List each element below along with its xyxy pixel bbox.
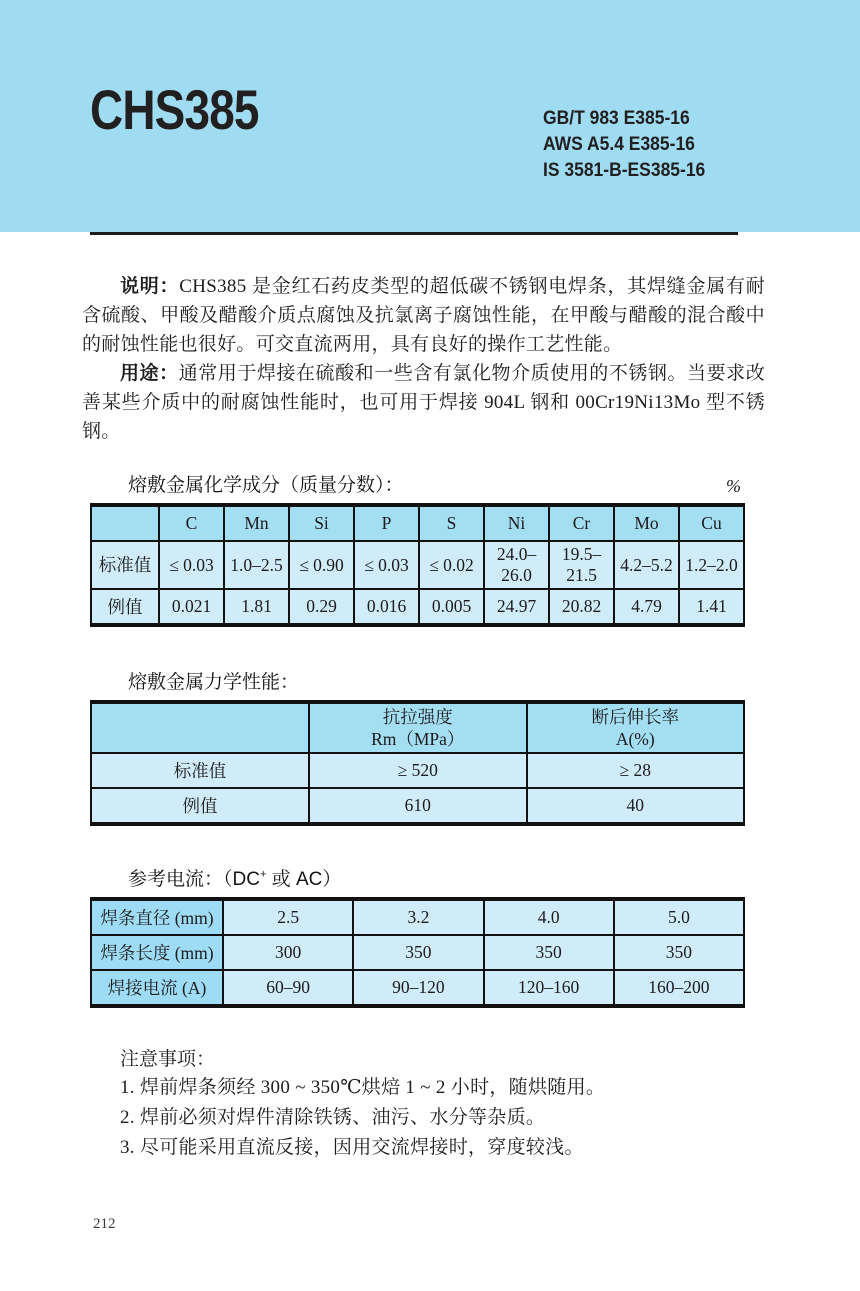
row-label: 例值: [91, 788, 309, 824]
table-row: [91, 970, 744, 1006]
column-header: C: [159, 505, 224, 541]
row-label: 标准值: [91, 753, 309, 788]
mechanical-properties-section: [82, 667, 765, 826]
cell: 0.005: [419, 589, 484, 625]
usage-text: 通常用于焊接在硫酸和一些含有氯化物介质使用的不锈钢。当要求改善某些介质中的耐腐蚀性能时，也可用于焊接 904L 钢和 00Cr19Ni13Mo 型不锈钢。: [82, 363, 765, 442]
header-line: A(%): [615, 729, 655, 749]
cell: 350: [353, 935, 483, 970]
cell: 0.016: [354, 589, 419, 625]
chemical-composition-table: [90, 503, 745, 627]
header-line: 断后伸长率: [591, 707, 679, 727]
table-row: [91, 788, 744, 824]
current-type-post: 或 AC）: [266, 869, 342, 890]
page-number: 212: [93, 1216, 116, 1232]
row-label: 焊条长度 (mm): [91, 935, 223, 970]
cell: 2.5: [223, 899, 353, 935]
chemical-composition-title-row: [90, 470, 745, 497]
note-item: 1. 焊前焊条须经 300 ~ 350℃烘焙 1 ~ 2 小时，随烘随用。: [120, 1077, 606, 1098]
table-row: [91, 541, 744, 589]
reference-current-title-row: [90, 864, 745, 891]
chemical-composition-title: 熔敷金属化学成分（质量分数）：: [128, 475, 404, 496]
table-row: [91, 935, 744, 970]
cell: 610: [309, 788, 527, 824]
cell: 20.82: [549, 589, 614, 625]
notes-title: 注意事项：: [120, 1049, 216, 1070]
header-line: Rm（MPa）: [371, 729, 465, 749]
column-header: S: [419, 505, 484, 541]
table-row: [91, 899, 744, 935]
table-header-row: [91, 505, 744, 541]
column-header: P: [354, 505, 419, 541]
mechanical-properties-title-row: [90, 667, 745, 694]
current-type-sup: +: [259, 868, 267, 881]
cell: ≤ 0.03: [159, 541, 224, 589]
table-row: [91, 753, 744, 788]
note-item: 3. 尽可能采用直流反接，因用交流焊接时，穿度较浅。: [120, 1137, 584, 1158]
column-header: Mo: [614, 505, 679, 541]
standard-line: IS 3581-B-ES385-16: [543, 160, 706, 181]
cell: 1.41: [679, 589, 744, 625]
standard-line: AWS A5.4 E385-16: [543, 134, 695, 155]
cell: 350: [484, 935, 614, 970]
cell: ≤ 0.03: [354, 541, 419, 589]
column-header: Si: [289, 505, 354, 541]
cell: 3.2: [353, 899, 483, 935]
table-row: [91, 589, 744, 625]
cell: ≥ 520: [309, 753, 527, 788]
percent-unit-label: %: [726, 476, 741, 496]
cell: 160–200: [614, 970, 744, 1006]
column-header: Mn: [224, 505, 289, 541]
header-line: 抗拉强度: [382, 707, 453, 727]
cell: ≤ 0.90: [289, 541, 354, 589]
cell: 1.81: [224, 589, 289, 625]
column-header: Ni: [484, 505, 549, 541]
chemical-composition-section: [82, 470, 765, 627]
cell: 350: [614, 935, 744, 970]
reference-current-label: 参考电流：: [128, 869, 224, 890]
table-header-row: [91, 702, 744, 753]
column-header: Cu: [679, 505, 744, 541]
corner-cell: [91, 702, 309, 753]
note-item: 2. 焊前必须对焊件清除铁锈、油污、水分等杂质。: [120, 1107, 546, 1128]
cell: 1.0–2.5: [224, 541, 289, 589]
cell: 60–90: [223, 970, 353, 1006]
cell: 4.79: [614, 589, 679, 625]
cell: 300: [223, 935, 353, 970]
page-body: [0, 272, 860, 1163]
standard-line: GB/T 983 E385-16: [543, 108, 690, 129]
reference-current-title: [90, 864, 341, 891]
cell: ≤ 0.02: [419, 541, 484, 589]
row-label: 焊条直径 (mm): [91, 899, 223, 935]
mechanical-properties-table: [90, 700, 745, 826]
cell: 1.2–2.0: [679, 541, 744, 589]
page-header-band: [0, 0, 860, 232]
cell: 19.5– 21.5: [549, 541, 614, 589]
standards-list: [543, 106, 705, 184]
cell: ≥ 28: [527, 753, 745, 788]
usage-paragraph: [82, 359, 765, 446]
cell: 40: [527, 788, 745, 824]
corner-cell: [91, 505, 159, 541]
cell: 90–120: [353, 970, 483, 1006]
column-header: Cr: [549, 505, 614, 541]
cell: 0.021: [159, 589, 224, 625]
notes-section: [82, 1044, 765, 1163]
reference-current-table: [90, 897, 745, 1008]
cell: 4.0: [484, 899, 614, 935]
row-label: 例值: [91, 589, 159, 625]
column-header: [527, 702, 745, 753]
reference-current-section: [82, 864, 765, 1008]
cell: 4.2–5.2: [614, 541, 679, 589]
current-type-pre: （DC: [223, 869, 260, 890]
cell: 5.0: [614, 899, 744, 935]
mechanical-properties-title: 熔敷金属力学性能：: [128, 672, 300, 693]
cell: 0.29: [289, 589, 354, 625]
row-label: 焊接电流 (A): [91, 970, 223, 1006]
cell: 120–160: [484, 970, 614, 1006]
description-label: 说明：: [120, 276, 180, 297]
description-text: CHS385 是金红石药皮类型的超低碳不锈钢电焊条，其焊缝金属有耐含硫酸、甲酸及醋酸介质点腐蚀及抗氯离子腐蚀性能，在甲酸与醋酸的混合酸中的耐蚀性能也很好。可交直流两用，具有良好的操作工艺性能。: [82, 276, 765, 355]
description-paragraph: [82, 272, 765, 359]
cell: 24.97: [484, 589, 549, 625]
row-label: 标准值: [91, 541, 159, 589]
usage-label: 用途：: [120, 363, 179, 384]
cell: 24.0– 26.0: [484, 541, 549, 589]
product-title: CHS385: [90, 78, 259, 141]
column-header: [309, 702, 527, 753]
